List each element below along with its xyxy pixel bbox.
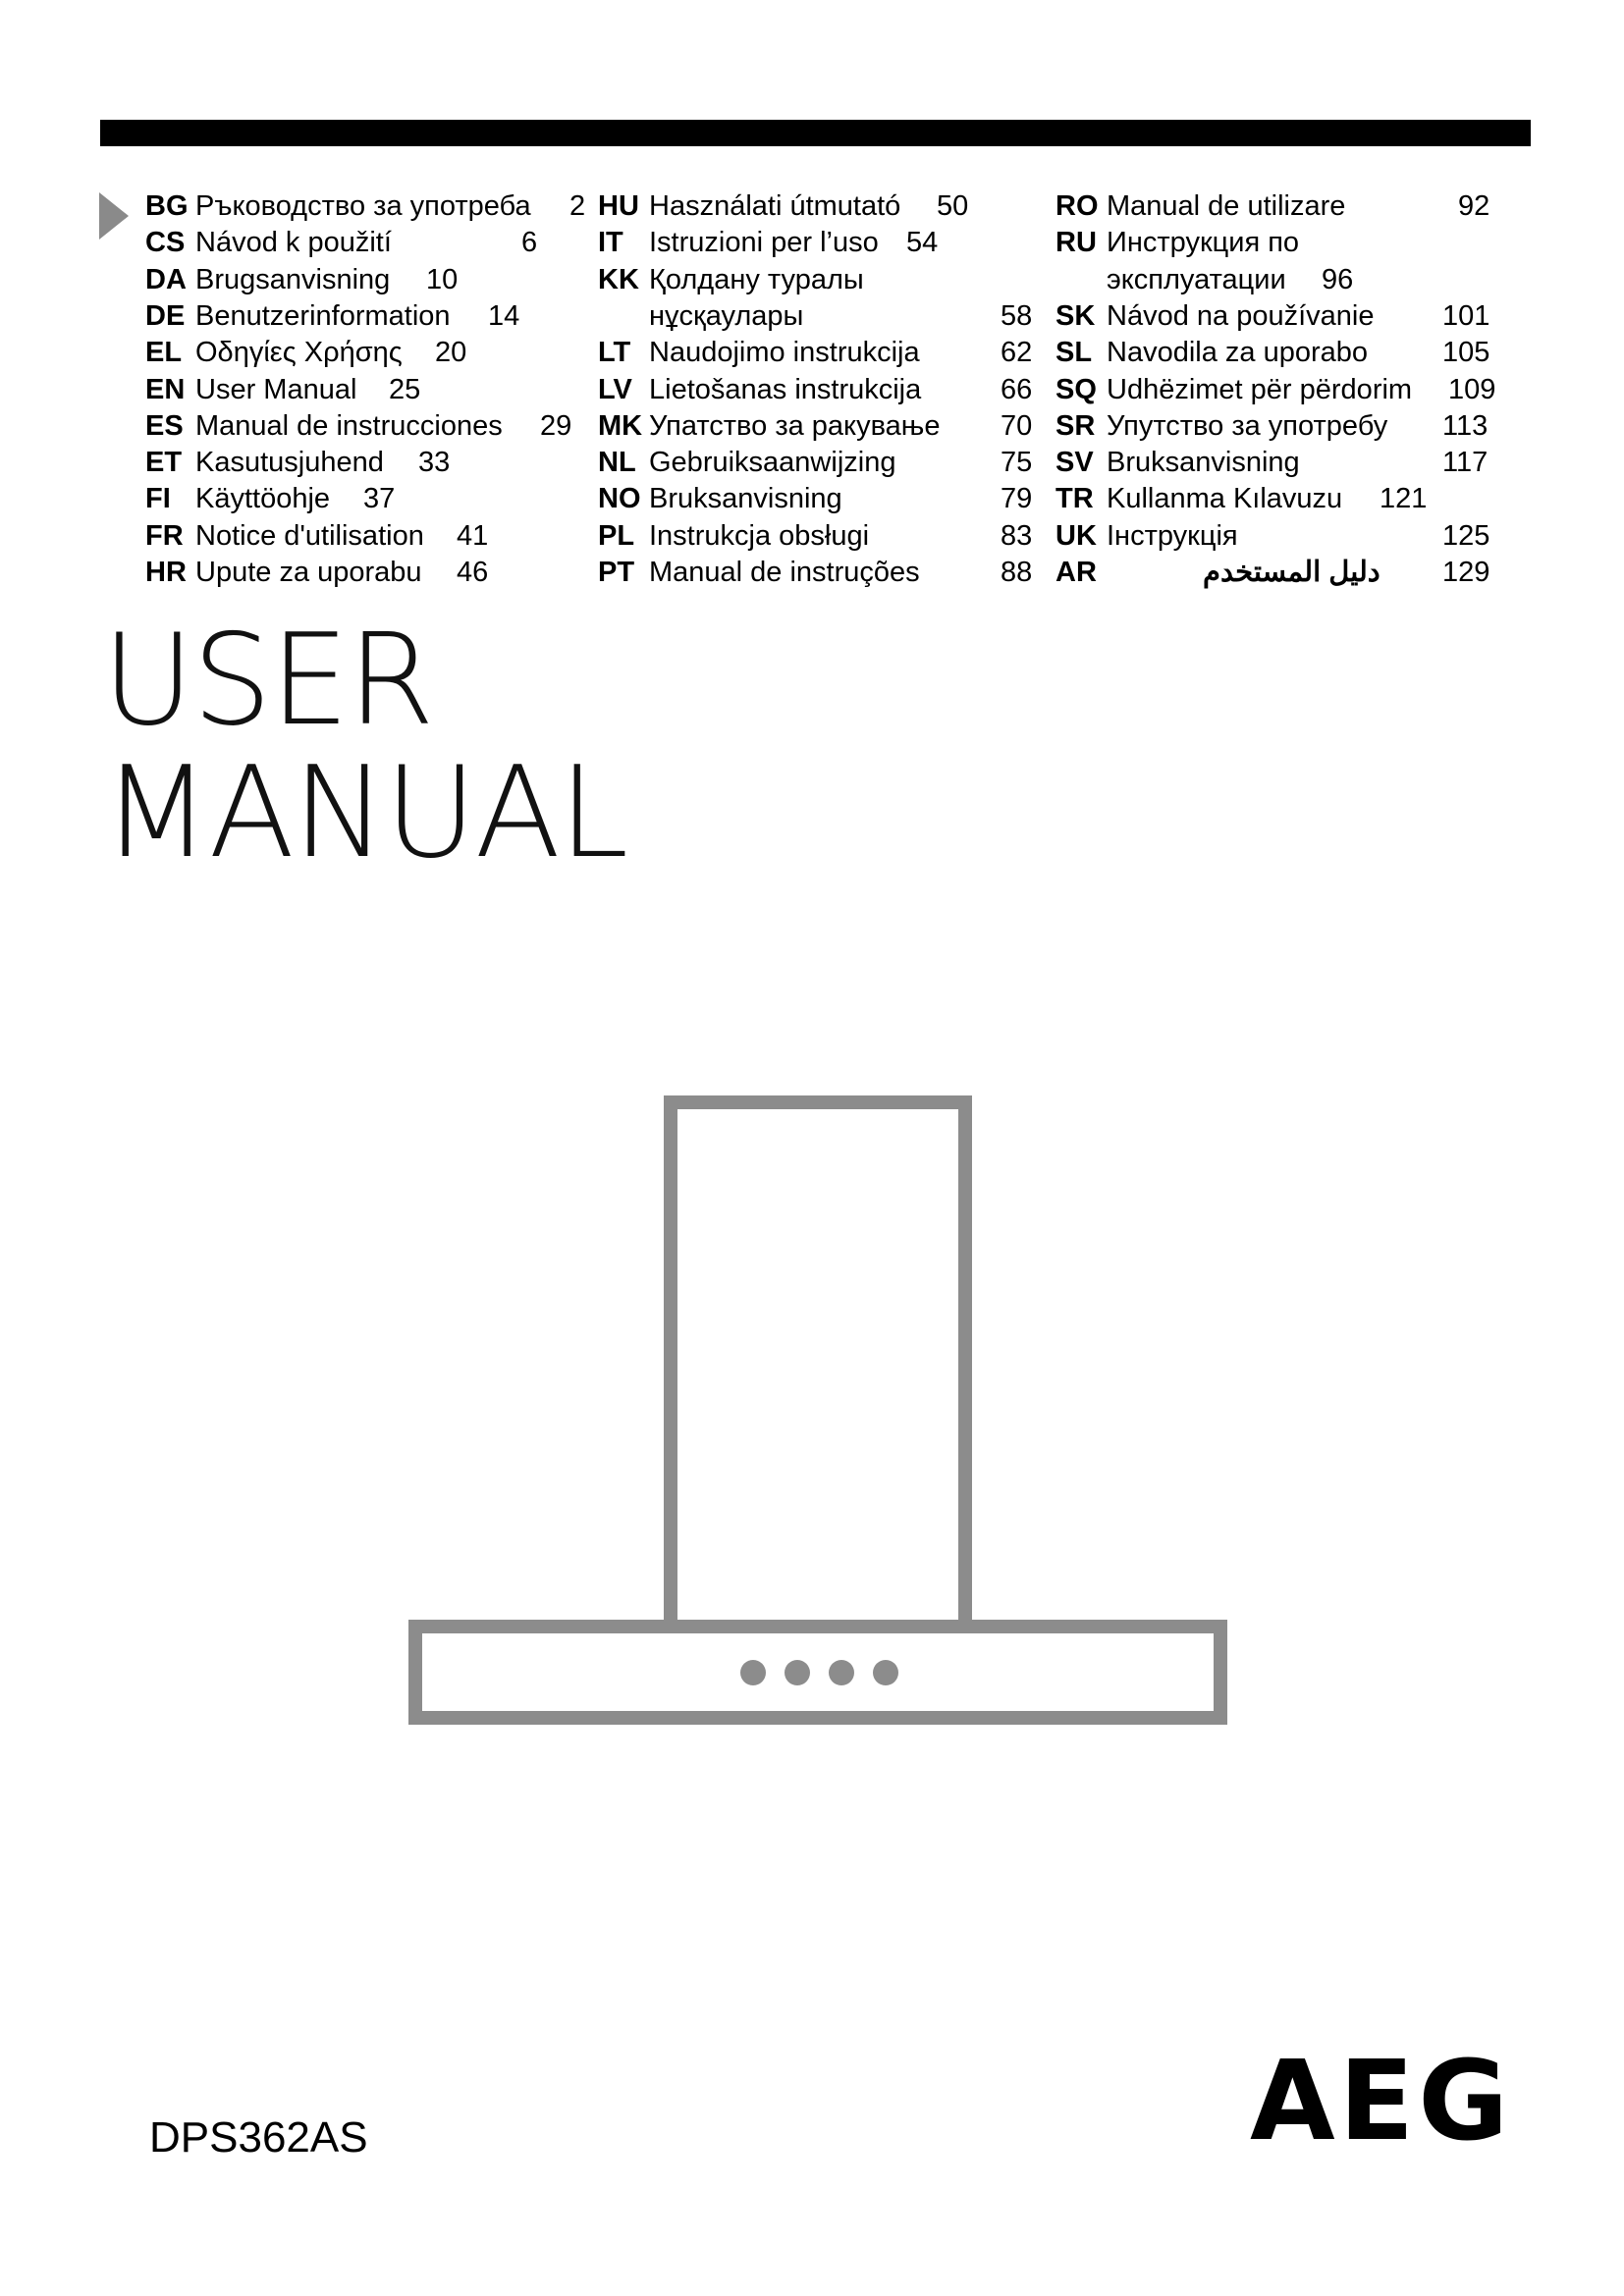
language-label: Қолдану туралы [649,263,864,295]
page-number: 25 [389,373,421,405]
language-code: MK [598,409,643,442]
language-label: Gebruiksaanwijzing [649,447,896,479]
language-label: Упутство за употребу [1107,409,1388,442]
page-number: 2 [569,190,586,222]
page-number: 33 [418,447,451,479]
language-code: ET [145,447,183,479]
language-label: Kullanma Kılavuzu [1107,483,1343,515]
language-label: Instrukcja obsługi [649,519,870,552]
language-code: PL [598,519,635,552]
page-number: 50 [937,190,969,222]
language-code: SV [1056,447,1094,479]
page-number: 54 [906,227,939,259]
language-label: Käyttöohje [195,483,331,515]
language-label: Istruzioni per l’uso [649,227,879,259]
title-line-manual: MANUAL [102,740,627,886]
page-number: 46 [457,557,489,588]
language-code: DA [145,263,187,295]
language-label: Upute za uporabu [195,557,422,588]
language-code: UK [1056,519,1097,552]
language-code: HR [145,557,187,588]
current-language-arrow-icon [99,192,129,240]
page-number: 105 [1442,337,1490,369]
control-button [829,1660,854,1685]
language-label: Használati útmutató [649,190,901,222]
language-label: دليل المستخدم [1203,557,1380,588]
hood-chimney [671,1102,965,1632]
language-label: эксплуатации [1107,263,1286,295]
page-number: 41 [457,519,489,552]
page-number: 58 [1001,299,1033,332]
page-number: 113 [1442,409,1489,442]
language-label: Navodila za uporabo [1107,337,1369,369]
language-label: Manual de instrucciones [195,409,503,442]
page-number: 29 [540,409,572,442]
page-number: 109 [1448,373,1496,405]
page-number: 75 [1001,447,1033,479]
page-number: 79 [1001,483,1033,515]
control-button [785,1660,810,1685]
language-label: Инструкция по [1107,227,1300,259]
language-code: HU [598,190,639,222]
control-button [873,1660,898,1685]
language-code: RO [1056,190,1099,222]
page-number: 101 [1442,299,1490,332]
language-label: Manual de instruções [649,557,920,588]
page-number: 129 [1442,557,1490,588]
page-number: 88 [1001,557,1033,588]
language-code: NO [598,483,641,515]
cooker-hood-illustration [407,1095,1228,1728]
language-code: AR [1056,557,1097,588]
language-code: FI [145,483,171,515]
language-label: Notice d'utilisation [195,519,424,552]
language-label: Bruksanvisning [649,483,842,515]
title-line-user: USER [102,608,433,754]
language-label: Lietošanas instrukcija [649,373,922,405]
language-label: Benutzerinformation [195,299,451,332]
page-number: 20 [435,337,467,369]
language-label: нұсқаулары [649,299,804,332]
language-label: Ръководство за употреба [195,190,531,222]
language-label: Brugsanvisning [195,263,391,295]
control-button [740,1660,766,1685]
page-number: 96 [1322,263,1354,295]
language-label: User Manual [195,373,357,405]
hood-canopy [415,1627,1220,1718]
brand-logo: AEG [1250,2038,1513,2165]
language-label: Bruksanvisning [1107,447,1300,479]
language-code: FR [145,519,184,552]
language-code: IT [598,227,623,259]
language-code: KK [598,263,639,295]
language-label: Návod na používanie [1107,299,1375,332]
language-code: NL [598,447,636,479]
language-code: BG [145,190,189,222]
page-number: 10 [426,263,459,295]
language-code: PT [598,557,635,588]
language-code: ES [145,409,184,442]
page-number: 66 [1001,373,1033,405]
page-number: 117 [1442,447,1489,479]
page-number: 62 [1001,337,1033,369]
language-code: LV [598,373,632,405]
language-code: CS [145,227,186,259]
language-code: EL [145,337,183,369]
language-code: SQ [1056,373,1097,405]
page-number: 121 [1380,483,1428,515]
language-code: SL [1056,337,1093,369]
language-label: Упатство за ракување [649,409,941,442]
page-number: 14 [488,299,520,332]
language-label: Інструкція [1107,519,1238,552]
page-number: 70 [1001,409,1033,442]
language-code: RU [1056,227,1097,259]
language-label: Udhëzimet për përdorim [1107,373,1413,405]
page-number: 37 [363,483,396,515]
language-code: DE [145,299,186,332]
language-code: SK [1056,299,1096,332]
top-bar [100,120,1531,146]
model-number: DPS362AS [149,2113,368,2162]
page-number: 125 [1442,519,1490,552]
page-number: 6 [521,227,538,259]
language-label: Manual de utilizare [1107,190,1346,222]
language-code: SR [1056,409,1096,442]
page-number: 92 [1458,190,1490,222]
language-label: Návod k použití [195,227,392,259]
language-label: Οδηγίες Χρήσης [195,337,403,369]
language-code: EN [145,373,186,405]
language-label: Naudojimo instrukcija [649,337,920,369]
language-code: LT [598,337,631,369]
language-label: Kasutusjuhend [195,447,384,479]
page-number: 83 [1001,519,1033,552]
language-code: TR [1056,483,1094,515]
